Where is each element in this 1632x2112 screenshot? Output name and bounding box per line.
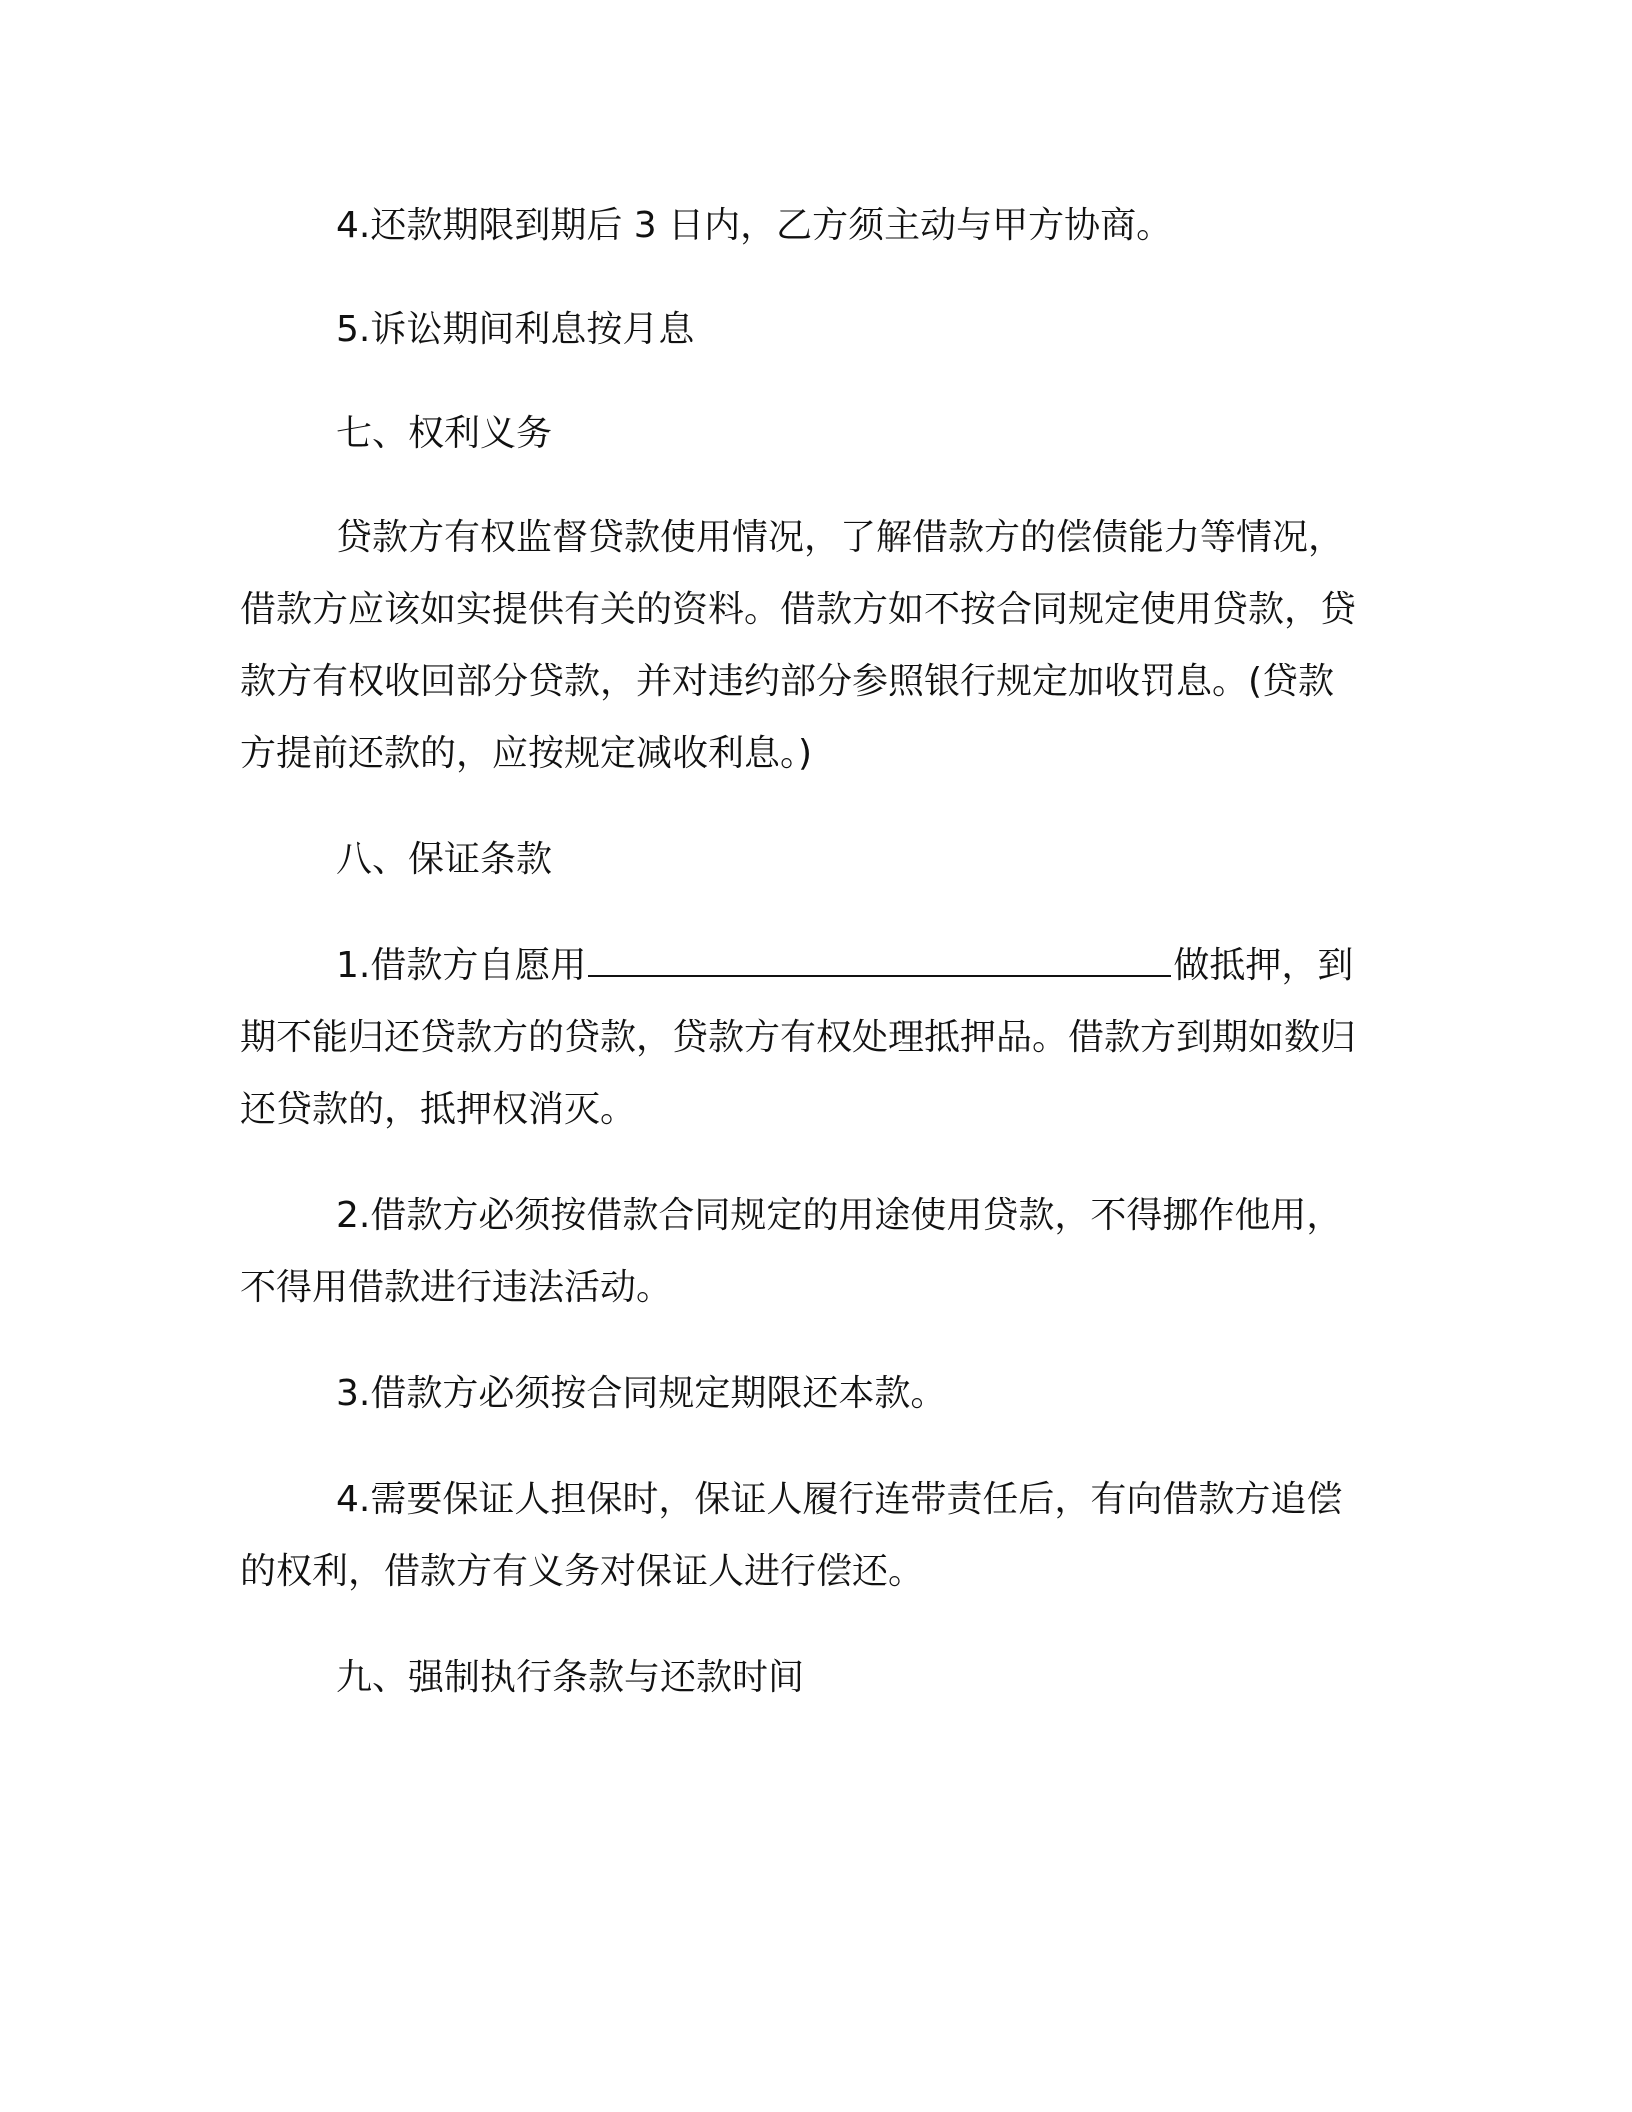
collateral-blank-line [588,945,1171,977]
clause-loan-purpose: 2.借款方必须按借款合同规定的用途使用贷款，不得挪作他用，不得用借款进行违法活动。 [240,1195,1343,1308]
clause-collateral [240,930,1370,1146]
document-body [240,190,1370,1714]
section-heading-rights-obligations: 七、权利义务 [336,413,553,454]
clause-collateral-text-before: 1.借款方自愿用 [336,945,587,986]
clause-repayment-deadline: 4.还款期限到期后 3 日内，乙方须主动与甲方协商。 [336,205,1173,246]
section-heading-guarantee: 八、保证条款 [336,839,553,880]
clause-collateral-text-after: 做抵押，到期不能归还贷款方的贷款，贷款方有权处理抵押品。借款方到期如数归还贷款的，抵押权消灭。 [240,945,1357,1130]
clause-lender-supervision: 贷款方有权监督贷款使用情况，了解借款方的偿债能力等情况，借款方应该如实提供有关的资料。借款方如不按合同规定使用贷款，贷款方有权收回部分贷款，并对违约部分参照银行规定加收罚息。(贷款方提前还款的，应按规定减收利息。) [240,517,1357,774]
section-heading-enforcement: 九、强制执行条款与还款时间 [336,1657,805,1698]
clause-guarantor-recourse: 4.需要保证人担保时，保证人履行连带责任后，有向借款方追偿的权利，借款方有义务对保证人进行偿还。 [240,1479,1343,1592]
clause-repay-principal: 3.借款方必须按合同规定期限还本款。 [336,1373,947,1414]
clause-litigation-interest: 5.诉讼期间利息按月息 [336,309,695,350]
